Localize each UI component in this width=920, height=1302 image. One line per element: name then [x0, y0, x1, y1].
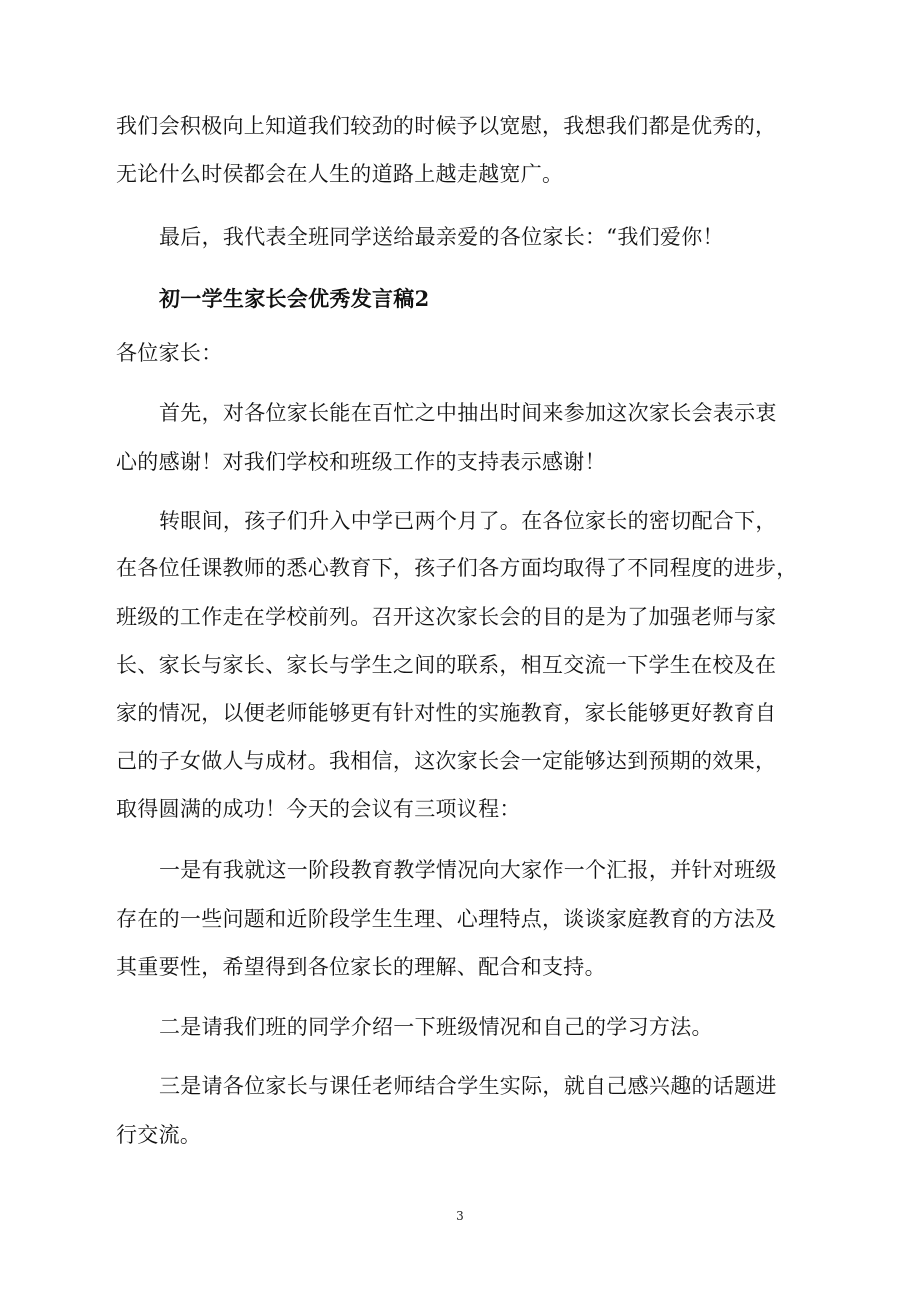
- paragraph-4-line-3: 班级的工作走在学校前列。召开这次家长会的目的是为了加强老师与家: [116, 605, 777, 629]
- paragraph-4-line-1: 转眼间，孩子们升入中学已两个月了。在各位家长的密切配合下，: [159, 509, 777, 533]
- page-number: 3: [456, 1209, 464, 1223]
- paragraph-4-line-5: 家的情况，以便老师能够更有针对性的实施教育，家长能够更好教育自: [116, 701, 777, 725]
- paragraph-5-line-1: 一是有我就这一阶段教育教学情况向大家作一个汇报，并针对班级: [159, 858, 777, 882]
- paragraph-4-line-6: 己的子女做人与成材。我相信，这次家长会一定能够达到预期的效果，: [116, 749, 777, 773]
- section-heading: 初一学生家长会优秀发言稿2: [159, 286, 430, 311]
- paragraph-1-line-1: 我们会积极向上知道我们较劲的时候予以宽慰，我想我们都是优秀的，: [116, 114, 777, 138]
- paragraph-1-line-2: 无论什么时侯都会在人生的道路上越走越宽广。: [116, 162, 564, 186]
- paragraph-4-line-7: 取得圆满的成功！今天的会议有三项议程：: [116, 797, 521, 821]
- paragraph-7-line-2: 行交流。: [116, 1123, 202, 1147]
- paragraph-5-line-2: 存在的一些问题和近阶段学生生理、心理特点，谈谈家庭教育的方法及: [116, 907, 777, 931]
- paragraph-3-line-2: 心的感谢！对我们学校和班级工作的支持表示感谢！: [116, 450, 606, 474]
- salutation: 各位家长：: [116, 341, 223, 365]
- paragraph-7-line-1: 三是请各位家长与课任老师结合学生实际，就自己感兴趣的话题进: [159, 1074, 777, 1098]
- paragraph-4-line-4: 长、家长与家长、家长与学生之间的联系，相互交流一下学生在校及在: [116, 653, 777, 677]
- paragraph-4-line-2: 在各位任课教师的悉心教育下，孩子们各方面均取得了不同程度的进步，: [116, 556, 798, 580]
- paragraph-5-line-3: 其重要性，希望得到各位家长的理解、配合和支持。: [116, 955, 606, 979]
- paragraph-6-line-1: 二是请我们班的同学介绍一下班级情况和自己的学习方法。: [159, 1015, 713, 1039]
- paragraph-3-line-1: 首先，对各位家长能在百忙之中抽出时间来参加这次家长会表示衷: [159, 401, 777, 425]
- paragraph-2-line-1: 最后，我代表全班同学送给最亲爱的各位家长：“我们爱你！: [159, 225, 724, 249]
